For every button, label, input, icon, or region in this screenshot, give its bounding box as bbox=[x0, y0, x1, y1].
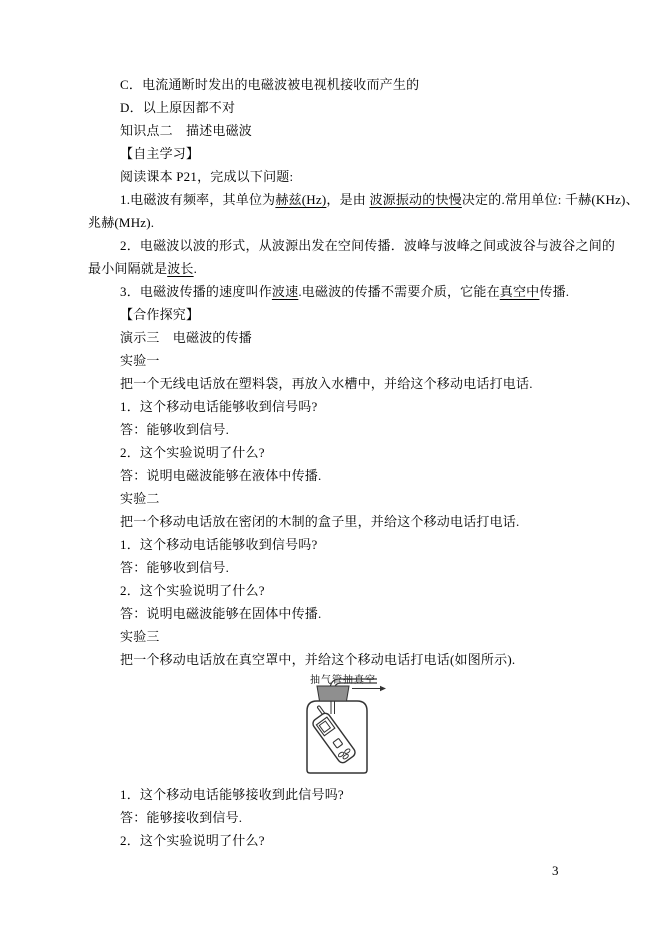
text-segment: 答：能够收到信号. bbox=[120, 560, 230, 575]
text-segment: 把一个无线电话放在塑料袋，再放入水槽中，并给这个移动电话打电话. bbox=[120, 376, 533, 391]
text-line bbox=[88, 533, 598, 556]
rubber-stopper bbox=[317, 686, 349, 701]
text-segment: .电磁波的传播不需要介质，它能在 bbox=[298, 284, 500, 299]
text-segment: 答：说明电磁波能够在液体中传播. bbox=[120, 468, 322, 483]
doc-lines-bottom bbox=[88, 783, 598, 852]
text-line bbox=[88, 96, 598, 119]
text-segment: 答：说明电磁波能够在固体中传播. bbox=[120, 606, 322, 621]
underlined-answer: 赫兹(Hz) bbox=[275, 192, 327, 207]
text-segment: 实验二 bbox=[120, 491, 160, 506]
text-segment: 1．这个移动电话能够接收到此信号吗? bbox=[120, 787, 344, 802]
text-line bbox=[88, 783, 598, 806]
text-line bbox=[88, 211, 598, 234]
text-segment: 【自主学习】 bbox=[120, 146, 200, 161]
text-segment: 兆赫(MHz). bbox=[88, 215, 155, 230]
figure-label: 抽气管抽真空 bbox=[310, 675, 376, 686]
vacuum-bell-jar-illustration bbox=[303, 676, 391, 776]
text-line bbox=[88, 464, 598, 487]
page-number: 3 bbox=[552, 863, 559, 878]
text-line bbox=[88, 303, 598, 326]
text-segment: 答：能够收到信号. bbox=[120, 422, 230, 437]
text-line bbox=[88, 349, 598, 372]
text-segment: 1．这个移动电话能够收到信号吗? bbox=[120, 399, 318, 414]
text-line bbox=[88, 806, 598, 829]
text-segment: 【合作探究】 bbox=[120, 307, 200, 322]
underlined-answer: 波速 bbox=[271, 284, 299, 299]
text-line bbox=[88, 165, 598, 188]
air-flow-arrow bbox=[352, 686, 386, 691]
doc-lines-top bbox=[88, 73, 639, 671]
underlined-answer: 真空中 bbox=[499, 284, 540, 299]
document-body bbox=[88, 73, 639, 852]
text-line bbox=[88, 602, 598, 625]
text-segment: 知识点二 描述电磁波 bbox=[120, 123, 253, 138]
text-line bbox=[88, 556, 598, 579]
text-segment: D．以上原因都不对 bbox=[120, 100, 236, 115]
text-line bbox=[88, 257, 598, 280]
text-line bbox=[88, 510, 598, 533]
text-segment: 1．这个移动电话能够收到信号吗? bbox=[120, 537, 318, 552]
text-line bbox=[88, 188, 639, 211]
text-segment: 把一个移动电话放在密闭的木制的盒子里，并给这个移动电话打电话. bbox=[120, 514, 520, 529]
text-line bbox=[88, 418, 598, 441]
text-segment: 最小间隔就是 bbox=[88, 261, 168, 276]
text-line bbox=[88, 326, 598, 349]
text-segment: 实验三 bbox=[120, 629, 160, 644]
text-segment: 阅读课本 P21，完成以下问题: bbox=[120, 169, 294, 184]
text-line bbox=[88, 441, 598, 464]
text-segment: C．电流通断时发出的电磁波被电视机接收而产生的 bbox=[120, 77, 420, 92]
text-segment: 演示三 电磁波的传播 bbox=[120, 330, 253, 345]
text-line bbox=[88, 142, 598, 165]
text-line bbox=[88, 829, 598, 852]
text-segment: 把一个移动电话放在真空罩中，并给这个移动电话打电话(如图所示). bbox=[120, 652, 516, 667]
text-segment: . bbox=[193, 261, 198, 276]
text-line bbox=[88, 234, 616, 257]
text-segment: 传播. bbox=[539, 284, 570, 299]
text-segment: 决定的.常用单位: 千赫(KHz)、 bbox=[461, 192, 639, 207]
text-segment: 实验一 bbox=[120, 353, 160, 368]
text-line bbox=[88, 579, 598, 602]
experiment-figure bbox=[88, 671, 598, 783]
text-line bbox=[88, 372, 598, 395]
text-segment: ，是由 bbox=[326, 192, 370, 207]
text-line bbox=[88, 487, 598, 510]
underlined-answer: 波长 bbox=[167, 261, 194, 276]
text-line bbox=[88, 119, 598, 142]
text-segment: 2．这个实验说明了什么? bbox=[120, 445, 265, 460]
text-segment: 3．电磁波传播的速度叫作 bbox=[120, 284, 272, 299]
text-line bbox=[88, 625, 598, 648]
text-segment: 2．这个实验说明了什么? bbox=[120, 833, 265, 848]
text-segment: 1.电磁波有频率，其单位为 bbox=[120, 192, 276, 207]
text-line bbox=[88, 395, 598, 418]
text-line bbox=[88, 648, 598, 671]
underlined-answer: 波源振动的快慢 bbox=[369, 192, 462, 207]
text-segment: 答：能够接收到信号. bbox=[120, 810, 243, 825]
text-line bbox=[88, 73, 598, 96]
text-line bbox=[88, 280, 598, 303]
text-segment: 2．电磁波以波的形式，从波源出发在空间传播．波峰与波峰之间或波谷与波谷之间的 bbox=[120, 238, 616, 253]
text-segment: 2．这个实验说明了什么? bbox=[120, 583, 265, 598]
